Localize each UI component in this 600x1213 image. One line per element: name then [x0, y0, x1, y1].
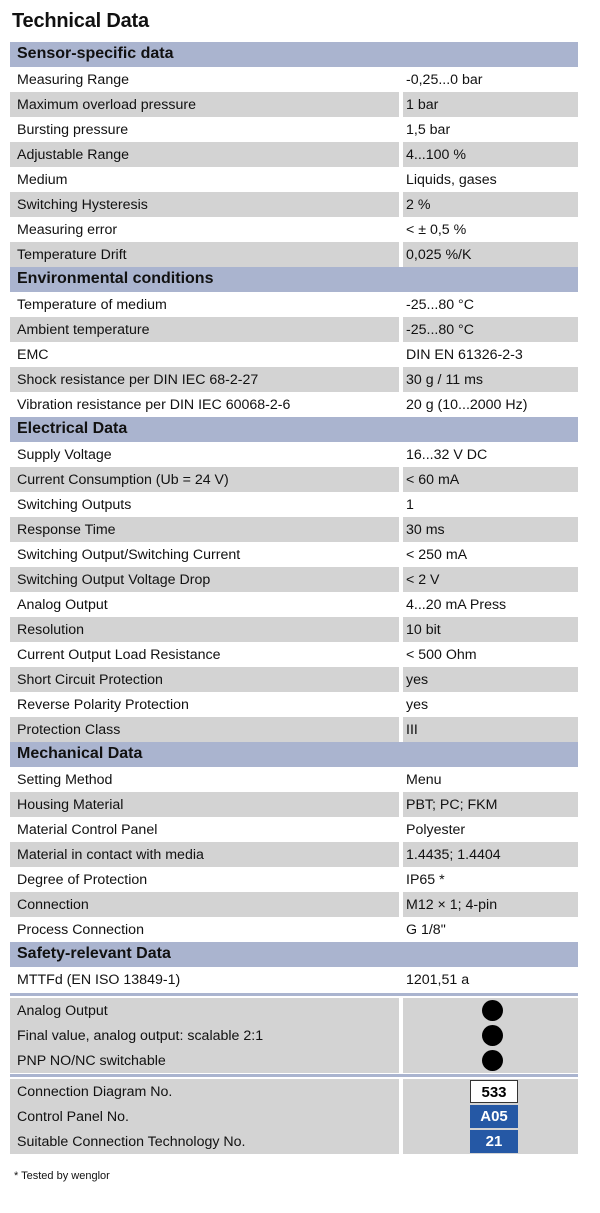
table-row [10, 617, 578, 642]
row-value: M12 × 1; 4-pin [406, 897, 498, 913]
row-label: Reverse Polarity Protection [17, 697, 189, 713]
row-value: < 250 mA [406, 547, 468, 563]
row-label: Switching Output Voltage Drop [17, 572, 211, 588]
row-value: < ± 0,5 % [406, 222, 467, 238]
row-value: < 60 mA [406, 472, 460, 488]
row-label: Ambient temperature [17, 322, 150, 338]
row-label: Response Time [17, 522, 116, 538]
section-header-safety [10, 942, 578, 967]
row-label: MTTFd (EN ISO 13849-1) [17, 972, 181, 988]
row-label: Connection [17, 897, 89, 913]
table-row [10, 342, 578, 367]
row-label: Switching Outputs [17, 497, 132, 513]
section-title: Environmental conditions [17, 270, 214, 287]
table-row [10, 167, 578, 192]
table-row [10, 842, 578, 867]
row-value: 30 g / 11 ms [406, 372, 484, 388]
row-value: Polyester [406, 822, 466, 838]
section-header-electrical [10, 417, 578, 442]
table-row [10, 967, 578, 992]
connection-diagram-badge: 533 [470, 1080, 518, 1103]
row-label: Current Consumption (Ub = 24 V) [17, 472, 229, 488]
row-label: Temperature of medium [17, 297, 167, 313]
table-row [10, 317, 578, 342]
footnote: * Tested by wenglor [14, 1170, 110, 1182]
section-title: Safety-relevant Data [17, 945, 171, 962]
row-value: < 2 V [406, 572, 440, 588]
table-row [10, 567, 578, 592]
section-header-environmental [10, 267, 578, 292]
table-row [10, 892, 578, 917]
row-value: 1.4435; 1.4404 [406, 847, 501, 863]
row-value: 10 bit [406, 622, 441, 638]
row-value: IP65 * [406, 872, 445, 888]
row-label: Temperature Drift [17, 247, 127, 263]
row-value: 1 bar [406, 97, 439, 113]
table-row [10, 817, 578, 842]
table-row [10, 517, 578, 542]
row-label: Measuring Range [17, 72, 129, 88]
row-value: G 1/8" [406, 922, 446, 938]
table-row [10, 92, 578, 117]
code-row [10, 1129, 578, 1154]
row-label: Material Control Panel [17, 822, 158, 838]
row-label: Degree of Protection [17, 872, 148, 888]
feature-row [10, 1048, 578, 1073]
row-label: EMC [17, 347, 49, 363]
row-label: Measuring error [17, 222, 118, 238]
row-value: PBT; PC; FKM [406, 797, 498, 813]
section-title: Sensor-specific data [17, 45, 174, 62]
code-row [10, 1104, 578, 1129]
table-row [10, 867, 578, 892]
table-row [10, 767, 578, 792]
row-label: Current Output Load Resistance [17, 647, 221, 663]
section-title: Mechanical Data [17, 745, 143, 762]
row-value: 30 ms [406, 522, 445, 538]
code-label: Connection Diagram No. [17, 1084, 173, 1100]
technical-data-table [10, 42, 578, 1154]
filled-circle-icon [482, 1025, 503, 1046]
table-row [10, 292, 578, 317]
row-value: yes [406, 672, 429, 688]
row-value: 1201,51 a [406, 972, 470, 988]
row-label: Process Connection [17, 922, 144, 938]
filled-circle-icon [482, 1000, 503, 1021]
row-label: Vibration resistance per DIN IEC 60068-2-6 [17, 397, 291, 413]
section-title: Electrical Data [17, 420, 128, 437]
row-value: < 500 Ohm [406, 647, 477, 663]
row-value: yes [406, 697, 429, 713]
row-value: 4...100 % [406, 147, 466, 163]
table-row [10, 592, 578, 617]
row-label: Shock resistance per DIN IEC 68-2-27 [17, 372, 259, 388]
row-label: Resolution [17, 622, 85, 638]
code-row [10, 1079, 578, 1104]
row-label: Material in contact with media [17, 847, 204, 863]
row-value: -25...80 °C [406, 297, 474, 313]
control-panel-badge: A05 [470, 1105, 518, 1128]
row-value: Menu [406, 772, 442, 788]
row-label: Short Circuit Protection [17, 672, 163, 688]
filled-circle-icon [482, 1050, 503, 1071]
row-label: Housing Material [17, 797, 124, 813]
table-row [10, 642, 578, 667]
row-value: DIN EN 61326-2-3 [406, 347, 523, 363]
row-value: 1 [406, 497, 414, 513]
page-title: Technical Data [12, 10, 149, 32]
table-row [10, 67, 578, 92]
table-row [10, 717, 578, 742]
row-label: Bursting pressure [17, 122, 129, 138]
row-value: 1,5 bar [406, 122, 451, 138]
row-label: Maximum overload pressure [17, 97, 196, 113]
table-row [10, 367, 578, 392]
row-value: 20 g (10...2000 Hz) [406, 397, 528, 413]
feature-label: Analog Output [17, 1003, 108, 1019]
table-row [10, 217, 578, 242]
row-value: III [406, 722, 418, 738]
row-label: Supply Voltage [17, 447, 112, 463]
table-row [10, 667, 578, 692]
row-label: Setting Method [17, 772, 113, 788]
table-row [10, 492, 578, 517]
code-label: Control Panel No. [17, 1109, 129, 1125]
table-row [10, 467, 578, 492]
section-header-mechanical [10, 742, 578, 767]
feature-label: Final value, analog output: scalable 2:1 [17, 1028, 264, 1044]
code-label: Suitable Connection Technology No. [17, 1134, 246, 1150]
table-row [10, 142, 578, 167]
row-value: 16...32 V DC [406, 447, 488, 463]
table-row [10, 917, 578, 942]
row-value: Liquids, gases [406, 172, 497, 188]
feature-row [10, 1023, 578, 1048]
connection-technology-badge: 21 [470, 1130, 518, 1153]
row-label: Analog Output [17, 597, 108, 613]
section-header-sensor [10, 42, 578, 67]
table-row [10, 442, 578, 467]
table-row [10, 542, 578, 567]
table-row [10, 192, 578, 217]
row-value: -0,25...0 bar [406, 72, 483, 88]
feature-label: PNP NO/NC switchable [17, 1053, 166, 1069]
row-value: 0,025 %/K [406, 247, 472, 263]
row-value: -25...80 °C [406, 322, 474, 338]
table-row [10, 117, 578, 142]
table-row [10, 392, 578, 417]
row-label: Switching Output/Switching Current [17, 547, 241, 563]
feature-row [10, 998, 578, 1023]
row-value: 2 % [406, 197, 431, 213]
table-row [10, 692, 578, 717]
row-label: Protection Class [17, 722, 121, 738]
row-label: Adjustable Range [17, 147, 130, 163]
row-label: Medium [17, 172, 68, 188]
row-label: Switching Hysteresis [17, 197, 148, 213]
table-row [10, 242, 578, 267]
row-value: 4...20 mA Press [406, 597, 507, 613]
table-row [10, 792, 578, 817]
